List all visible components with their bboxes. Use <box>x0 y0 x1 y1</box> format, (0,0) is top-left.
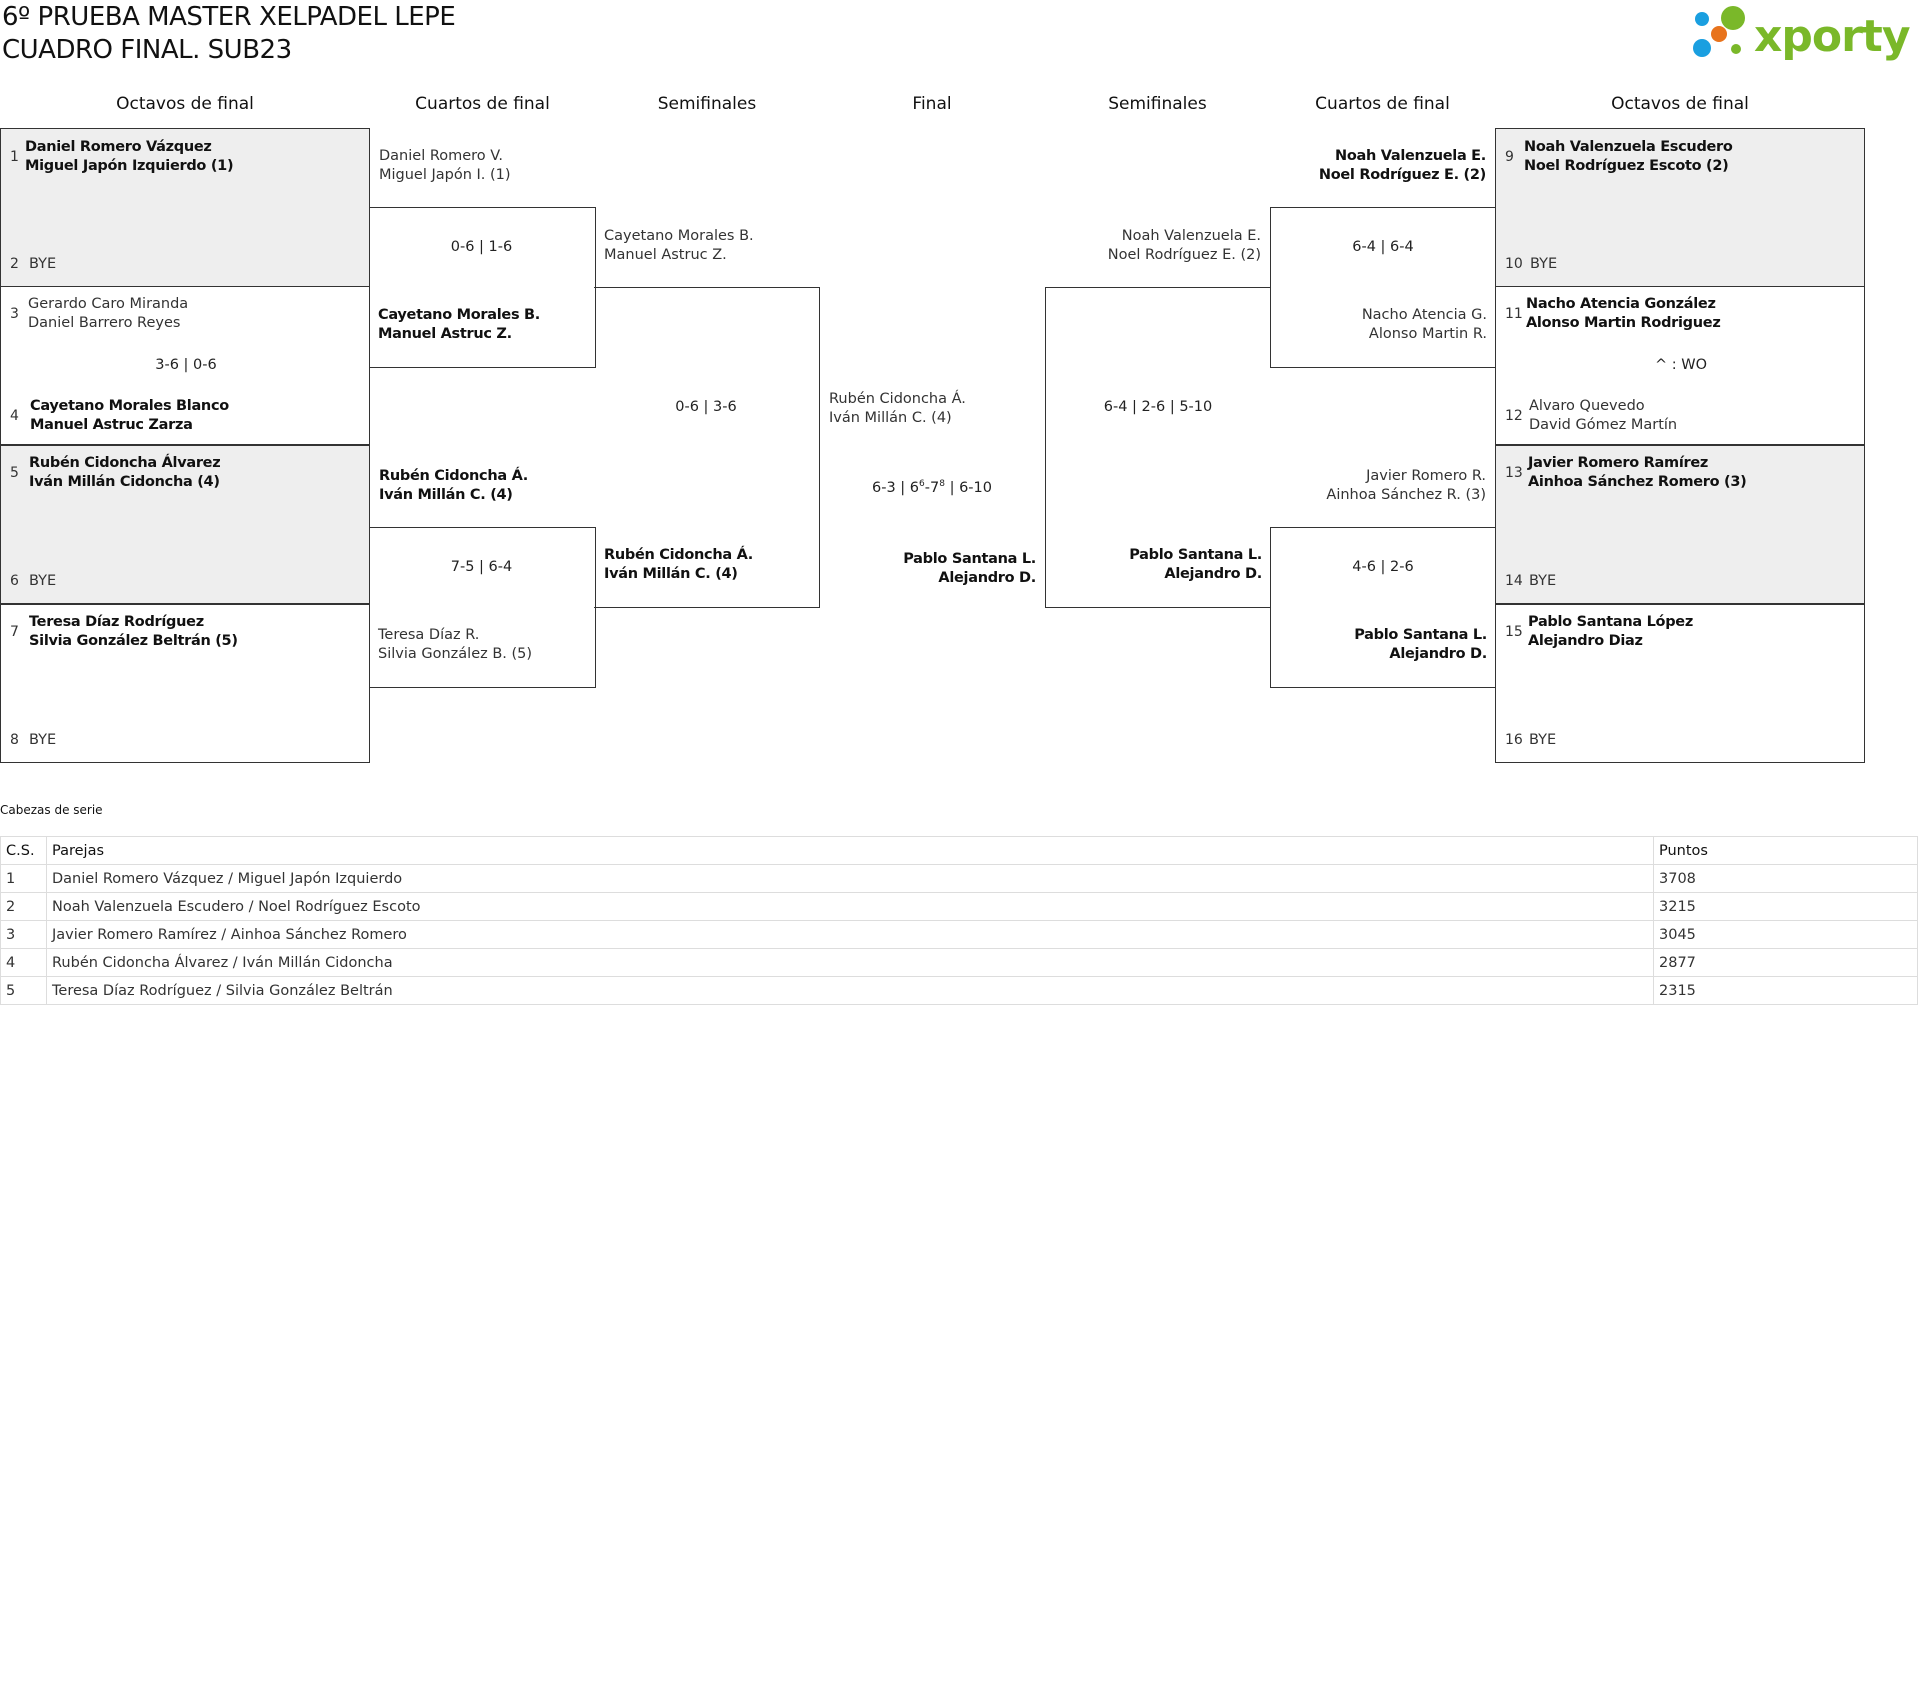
cell-puntos: 3708 <box>1654 865 1918 893</box>
team-b[interactable] <box>30 397 229 435</box>
qf-right-2-team-b[interactable] <box>1271 626 1487 664</box>
match-score: ^ : WO <box>1654 357 1707 373</box>
sf-left-team-b[interactable] <box>604 546 753 584</box>
logo-text: xporty <box>1754 11 1910 62</box>
r16-match-2[interactable] <box>0 286 370 445</box>
player-name: Alvaro Quevedo <box>1529 398 1645 414</box>
cell-cs: 4 <box>1 949 47 977</box>
player-name: Cayetano Morales Blanco <box>30 398 229 414</box>
player-name: Noah Valenzuela E. <box>1334 148 1486 164</box>
player-name: Pablo Santana L. <box>1129 547 1262 563</box>
r16-match-3[interactable] <box>0 445 370 604</box>
seed-number: 10 <box>1505 256 1523 272</box>
cell-pareja: Rubén Cidoncha Álvarez / Iván Millán Cidoncha <box>47 949 1654 977</box>
seed-number: 13 <box>1505 465 1523 481</box>
seed-number: 1 <box>10 149 19 165</box>
seeds-title: Cabezas de serie <box>0 803 103 817</box>
qf-left-match-2[interactable] <box>369 527 596 688</box>
cell-puntos: 3045 <box>1654 921 1918 949</box>
player-name: Rubén Cidoncha Á. <box>829 391 966 407</box>
column-header-parejas: Parejas <box>47 837 1654 865</box>
r16-match-9[interactable] <box>1495 128 1865 287</box>
qf-right-1-team-a[interactable] <box>1270 147 1486 185</box>
team-a[interactable] <box>29 454 220 492</box>
team-a[interactable] <box>1528 454 1747 492</box>
cell-pareja: Daniel Romero Vázquez / Miguel Japón Izquierdo <box>47 865 1654 893</box>
round-header-right-r16: Octavos de final <box>1611 94 1749 114</box>
table-row <box>1 921 1918 949</box>
seed-number: 7 <box>10 624 19 640</box>
table-row <box>1 949 1918 977</box>
player-name: Miguel Japón Izquierdo (1) <box>25 158 234 174</box>
player-name: Daniel Romero Vázquez <box>25 139 212 155</box>
final-score: 6-3 | $6^6-7^8$ | 6-10 <box>872 479 992 496</box>
player-name: Noel Rodríguez E. (2) <box>1107 247 1261 263</box>
player-name: Alejandro D. <box>1164 566 1262 582</box>
player-name: Noel Rodríguez E. (2) <box>1318 167 1486 183</box>
r16-match-1[interactable] <box>0 128 370 287</box>
seed-number: 2 <box>10 256 19 272</box>
qf-right-match-2[interactable] <box>1270 527 1496 688</box>
logo-dot-orange <box>1711 26 1727 42</box>
match-score: 0-6 | 3-6 <box>675 399 737 415</box>
player-name: Teresa Díaz Rodríguez <box>29 614 204 630</box>
qf-left-2-team-a[interactable] <box>379 467 528 505</box>
player-name: Javier Romero R. <box>1366 468 1486 484</box>
logo-dot-blue-bottom <box>1693 39 1711 57</box>
cell-cs: 1 <box>1 865 47 893</box>
player-name: Iván Millán C. (4) <box>829 410 952 426</box>
player-name: Teresa Díaz R. <box>378 627 480 643</box>
player-name: Pablo Santana L. <box>903 551 1036 567</box>
column-header-cs: C.S. <box>1 837 47 865</box>
seed-number: 6 <box>10 573 19 589</box>
player-name: Alonso Martin R. <box>1368 326 1487 342</box>
match-score: 4-6 | 2-6 <box>1352 559 1414 575</box>
logo-dot-green-small <box>1731 44 1741 54</box>
player-name: Manuel Astruc Z. <box>604 247 727 263</box>
player-name: Rubén Cidoncha Á. <box>379 468 528 484</box>
qf-right-1-team-b[interactable] <box>1271 306 1487 344</box>
round-header-left-qf: Cuartos de final <box>415 94 550 114</box>
cell-cs: 3 <box>1 921 47 949</box>
table-row <box>1 893 1918 921</box>
team-a[interactable] <box>25 138 233 176</box>
table-row <box>1 977 1918 1005</box>
team-b: BYE <box>29 573 57 589</box>
xporty-logo <box>1690 4 1916 68</box>
sf-right-team-a[interactable] <box>1045 227 1261 265</box>
round-header-final: Final <box>912 94 952 114</box>
seed-number: 9 <box>1505 149 1514 165</box>
team-a[interactable] <box>1528 613 1693 651</box>
player-name: Alejandro D. <box>938 570 1036 586</box>
qf-left-1-team-b[interactable] <box>378 306 540 344</box>
page-subtitle: CUADRO FINAL. SUB23 <box>2 35 292 65</box>
player-name: Pablo Santana López <box>1528 614 1693 630</box>
seed-number: 16 <box>1505 732 1523 748</box>
player-name: Cayetano Morales B. <box>604 228 754 244</box>
team-b[interactable] <box>1529 397 1677 435</box>
team-a[interactable] <box>1524 138 1733 176</box>
qf-left-1-team-a[interactable] <box>379 147 511 185</box>
seed-number: 5 <box>10 465 19 481</box>
seeds-table <box>0 836 1918 1005</box>
qf-right-match-1[interactable] <box>1270 207 1496 368</box>
sf-left-team-a[interactable] <box>604 227 754 265</box>
player-name: Rubén Cidoncha Álvarez <box>29 455 221 471</box>
logo-dot-blue-top <box>1695 12 1709 26</box>
player-name: Gerardo Caro Miranda <box>28 296 189 312</box>
cell-cs: 5 <box>1 977 47 1005</box>
cell-pareja: Javier Romero Ramírez / Ainhoa Sánchez Romero <box>47 921 1654 949</box>
player-name: Daniel Romero V. <box>379 148 503 164</box>
logo-dot-green-large <box>1721 6 1745 30</box>
team-a[interactable] <box>1526 295 1720 333</box>
player-name: Noah Valenzuela Escudero <box>1524 139 1733 155</box>
player-name: Manuel Astruc Z. <box>378 326 512 342</box>
team-b: BYE <box>1530 256 1558 272</box>
r16-match-4[interactable] <box>0 604 370 763</box>
round-header-right-sf: Semifinales <box>1108 94 1207 114</box>
xporty-logo-icon <box>1690 4 1916 68</box>
player-name: Cayetano Morales B. <box>378 307 540 323</box>
player-name: Nacho Atencia G. <box>1361 307 1487 323</box>
player-name: Noel Rodríguez Escoto (2) <box>1524 158 1729 174</box>
cell-puntos: 3215 <box>1654 893 1918 921</box>
cell-puntos: 2877 <box>1654 949 1918 977</box>
player-name: Miguel Japón I. (1) <box>379 167 511 183</box>
seed-number: 3 <box>10 306 19 322</box>
match-score: 6-4 | 6-4 <box>1352 239 1414 255</box>
player-name: Alonso Martin Rodriguez <box>1526 315 1721 331</box>
seed-number: 4 <box>10 408 19 424</box>
player-name: Ainhoa Sánchez Romero (3) <box>1528 474 1747 490</box>
seed-number: 8 <box>10 732 19 748</box>
player-name: Alejandro D. <box>1389 646 1487 662</box>
match-score: 0-6 | 1-6 <box>450 239 513 255</box>
player-name: Alejandro Diaz <box>1528 633 1643 649</box>
round-header-left-sf: Semifinales <box>657 94 757 114</box>
player-name: Daniel Barrero Reyes <box>28 315 181 331</box>
player-name: Nacho Atencia González <box>1526 296 1716 312</box>
player-name: Javier Romero Ramírez <box>1528 455 1709 471</box>
final-team-b[interactable] <box>819 550 1036 588</box>
match-score: 7-5 | 6-4 <box>450 559 513 575</box>
player-name: Iván Millán C. (4) <box>379 487 513 503</box>
player-name: David Gómez Martín <box>1529 417 1678 433</box>
round-header-left-r16: Octavos de final <box>116 94 254 114</box>
seed-number: 12 <box>1505 408 1523 424</box>
cell-pareja: Teresa Díaz Rodríguez / Silvia González Beltrán <box>47 977 1654 1005</box>
r16-match-13[interactable] <box>1495 445 1865 604</box>
cell-pareja: Noah Valenzuela Escudero / Noel Rodríguez Escoto <box>47 893 1654 921</box>
table-row <box>1 865 1918 893</box>
team-b: BYE <box>1529 573 1557 589</box>
seed-number: 11 <box>1505 306 1523 322</box>
team-b: BYE <box>29 256 57 272</box>
page-title: 6º PRUEBA MASTER XELPADEL LEPE <box>2 2 456 32</box>
player-name: Silvia González B. (5) <box>378 646 533 662</box>
match-score: 6-4 | 2-6 | 5-10 <box>1103 399 1213 415</box>
team-a[interactable] <box>29 613 238 651</box>
sf-left-match[interactable] <box>594 287 820 608</box>
round-header-right-qf: Cuartos de final <box>1315 94 1450 114</box>
r16-match-11[interactable] <box>1495 286 1865 445</box>
cell-cs: 2 <box>1 893 47 921</box>
table-header-row <box>1 837 1918 865</box>
player-name: Iván Millán Cidoncha (4) <box>29 474 220 490</box>
final-team-a[interactable] <box>829 390 966 428</box>
player-name: Noah Valenzuela E. <box>1121 228 1261 244</box>
player-name: Manuel Astruc Zarza <box>30 417 193 433</box>
cell-puntos: 2315 <box>1654 977 1918 1005</box>
qf-left-match-1[interactable] <box>369 207 596 368</box>
player-name: Silvia González Beltrán (5) <box>29 633 238 649</box>
column-header-puntos: Puntos <box>1654 837 1918 865</box>
team-a[interactable] <box>28 295 188 333</box>
match-score: 3-6 | 0-6 <box>155 357 217 373</box>
sf-right-team-b[interactable] <box>1046 546 1262 584</box>
player-name: Pablo Santana L. <box>1354 627 1487 643</box>
r16-match-15[interactable] <box>1495 604 1865 763</box>
player-name: Rubén Cidoncha Á. <box>604 547 753 563</box>
sf-right-match[interactable] <box>1045 287 1271 608</box>
team-b: BYE <box>29 732 57 748</box>
seed-number: 15 <box>1505 624 1523 640</box>
player-name: Iván Millán C. (4) <box>604 566 738 582</box>
qf-left-2-team-b[interactable] <box>378 626 532 664</box>
team-b: BYE <box>1529 732 1557 748</box>
player-name: Ainhoa Sánchez R. (3) <box>1326 487 1486 503</box>
seed-number: 14 <box>1505 573 1523 589</box>
qf-right-2-team-a[interactable] <box>1270 467 1486 505</box>
